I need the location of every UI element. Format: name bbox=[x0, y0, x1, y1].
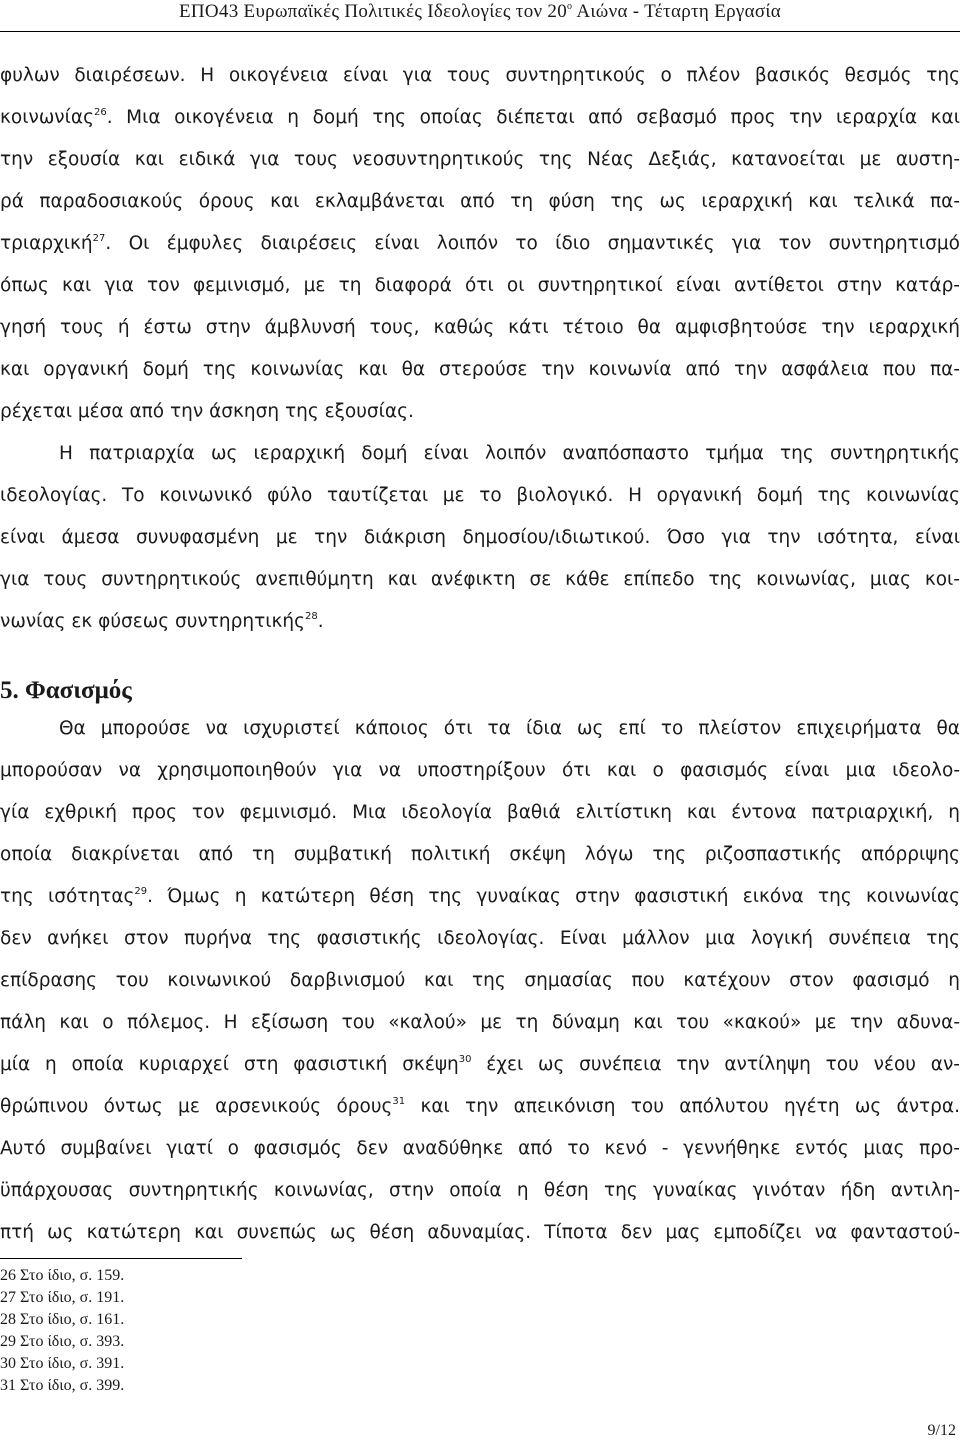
text-line: φυλων διαιρέσεων. Η οικογένεια είναι για τους συντηρητικούς ο πλέον βασικός θεσμός της bbox=[0, 65, 960, 86]
text-line: για τους συντηρητικούς ανεπιθύμητη και ανέφικτη σε κάθε επίπεδο της κοινωνίας, μιας κοι- bbox=[0, 569, 960, 590]
text-line: ρέχεται μέσα από την άσκηση της εξουσίας. bbox=[0, 401, 414, 422]
header-text: Αιώνα - Τέταρτη Εργασία bbox=[572, 1, 782, 22]
text-line: μπορούσαν να χρησιμοποιηθούν για να υποστηρίξουν ότι και ο φασισμός είναι μια ιδεολο- bbox=[0, 760, 960, 781]
text-line: νωνίας εκ φύσεως συντηρητικής$^{28}$. bbox=[0, 611, 324, 632]
footnote-text: Στο ίδιο, σ. 393. bbox=[20, 1333, 125, 1350]
footnote bbox=[0, 1353, 124, 1375]
text-line: όπως και για τον φεμινισμό, με τη διαφορά ότι οι συντηρητικοί είναι αντίθετοι στην κατάρ- bbox=[0, 275, 960, 296]
page-number: 9/12 bbox=[927, 1422, 956, 1439]
text-line: γία εχθρική προς τον φεμινισμό. Μια ιδεολογία βαθιά ελιτίστικη και έντονα πατριαρχική, η bbox=[0, 802, 960, 823]
text-line: θρώπινου όντως με αρσενικούς όρους$^{31}$ και την απεικόνιση του απόλυτου ηγέτη ως άντρα. bbox=[0, 1096, 960, 1117]
footnote-ref[interactable]: 29 bbox=[134, 886, 148, 897]
footnote-number: 29 bbox=[0, 1333, 16, 1350]
text-line: την εξουσία και ειδικά για τους νεοσυντηρητικούς της Νέας Δεξιάς, κατανοείται με αυστη- bbox=[0, 149, 960, 170]
text-line: είναι άμεσα συνυφασμένη με την διάκριση δημοσίου/ιδιωτικού. Όσο για την ισότητα, είναι bbox=[0, 527, 960, 548]
footnote-number: 27 bbox=[0, 1289, 16, 1306]
footnote-ref[interactable]: 27 bbox=[92, 233, 106, 244]
section-title: Φασισμός bbox=[25, 677, 132, 704]
footnote-ref[interactable]: 30 bbox=[458, 1054, 472, 1065]
text-line: τριαρχική$^{27}$. Οι έμφυλες διαιρέσεις είναι λοιπόν το ίδιο σημαντικές για τον συντηρητισμό bbox=[0, 233, 960, 254]
footnote bbox=[0, 1375, 124, 1397]
footnote-ref[interactable]: 28 bbox=[304, 611, 318, 622]
text-line: Αυτό συμβαίνει γιατί ο φασισμός δεν αναδύθηκε από το κενό - γεννήθηκε εντός μιας προ- bbox=[0, 1138, 960, 1159]
section-heading bbox=[0, 672, 132, 710]
header-text: ΕΠΟ43 Ευρωπαϊκές Πολιτικές Ιδεολογίες τον 20 bbox=[178, 1, 568, 22]
text-line: ιδεολογίας. Το κοινωνικό φύλο ταυτίζεται με το βιολογικό. Η οργανική δομή της κοινωνίας bbox=[0, 485, 960, 506]
footnote-text: Στο ίδιο, σ. 159. bbox=[20, 1267, 125, 1284]
text-line: και οργανική δομή της κοινωνίας και θα στερούσε την κοινωνία από την ασφάλεια που πα- bbox=[0, 359, 960, 380]
text-line: κοινωνίας$^{26}$. Μια οικογένεια η δομή της οποίας διέπεται από σεβασμό προς την ιεραρχία και bbox=[0, 107, 960, 128]
footnote bbox=[0, 1309, 124, 1331]
footnote bbox=[0, 1287, 124, 1309]
text-line: οποία διακρίνεται από τη συμβατική πολιτική σκέψη λόγω της ριζοσπαστικής απόρριψης bbox=[0, 844, 960, 865]
header-rule bbox=[0, 31, 960, 32]
text-line: μία η οποία κυριαρχεί στη φασιστική σκέψη$^{30}$ έχει ως συνέπεια την αντίληψη του νέου αν- bbox=[0, 1054, 960, 1075]
text-line: ρά παραδοσιακούς όρους και εκλαμβάνεται από τη φύση της ως ιεραρχική και τελικά πα- bbox=[0, 191, 960, 212]
text-line: πτή ως κατώτερη και συνεπώς ως θέση αδυναμίας. Τίποτα δεν μας εμποδίζει να φανταστού- bbox=[0, 1222, 960, 1243]
footnote-number: 28 bbox=[0, 1311, 16, 1328]
footnote-ref[interactable]: 31 bbox=[392, 1096, 406, 1107]
section-number: 5. bbox=[0, 677, 19, 704]
text-line: πάλη και ο πόλεμος. Η εξίσωση του «καλού» με τη δύναμη και του «κακού» με την αδυνα- bbox=[0, 1012, 960, 1033]
footnote-text: Στο ίδιο, σ. 191. bbox=[20, 1289, 125, 1306]
footnote bbox=[0, 1265, 124, 1287]
footnote-number: 30 bbox=[0, 1355, 16, 1372]
text-line: επίδρασης του κοινωνικού δαρβινισμού και της σημασίας που κατέχουν στον φασισμό η bbox=[0, 970, 960, 991]
footnote-text: Στο ίδιο, σ. 399. bbox=[20, 1377, 125, 1394]
text-line: Θα μπορούσε να ισχυριστεί κάποιος ότι τα ίδια ως επί το πλείστον επιχειρήματα θα bbox=[59, 718, 960, 739]
footnote-number: 31 bbox=[0, 1377, 16, 1394]
text-line: δεν ανήκει στον πυρήνα της φασιστικής ιδεολογίας. Είναι μάλλον μια λογική συνέπεια της bbox=[0, 928, 960, 949]
header-superscript: ο bbox=[567, 1, 573, 12]
footnote-separator bbox=[0, 1258, 242, 1259]
text-line: Η πατριαρχία ως ιεραρχική δομή είναι λοιπόν αναπόσπαστο τμήμα της συντηρητικής bbox=[59, 443, 960, 464]
footnote-number: 26 bbox=[0, 1267, 16, 1284]
text-line: της ισότητας$^{29}$. Όμως η κατώτερη θέση της γυναίκας στην φασιστική εικόνα της κοινωνίας bbox=[0, 886, 960, 907]
text-line: ϋπάρχουσας συντηρητικής κοινωνίας, στην οποία η θέση της γυναίκας γινόταν ήδη αντιλη- bbox=[0, 1180, 960, 1201]
footnote-text: Στο ίδιο, σ. 391. bbox=[20, 1355, 125, 1372]
text-line: γησή τους ή έστω στην άμβλυνσή τους, καθώς κάτι τέτοιο θα αμφισβητούσε την ιεραρχική bbox=[0, 317, 960, 338]
footnote bbox=[0, 1331, 124, 1353]
footnote-text: Στο ίδιο, σ. 161. bbox=[20, 1311, 125, 1328]
running-header bbox=[0, 0, 960, 24]
footnote-ref[interactable]: 26 bbox=[93, 107, 107, 118]
